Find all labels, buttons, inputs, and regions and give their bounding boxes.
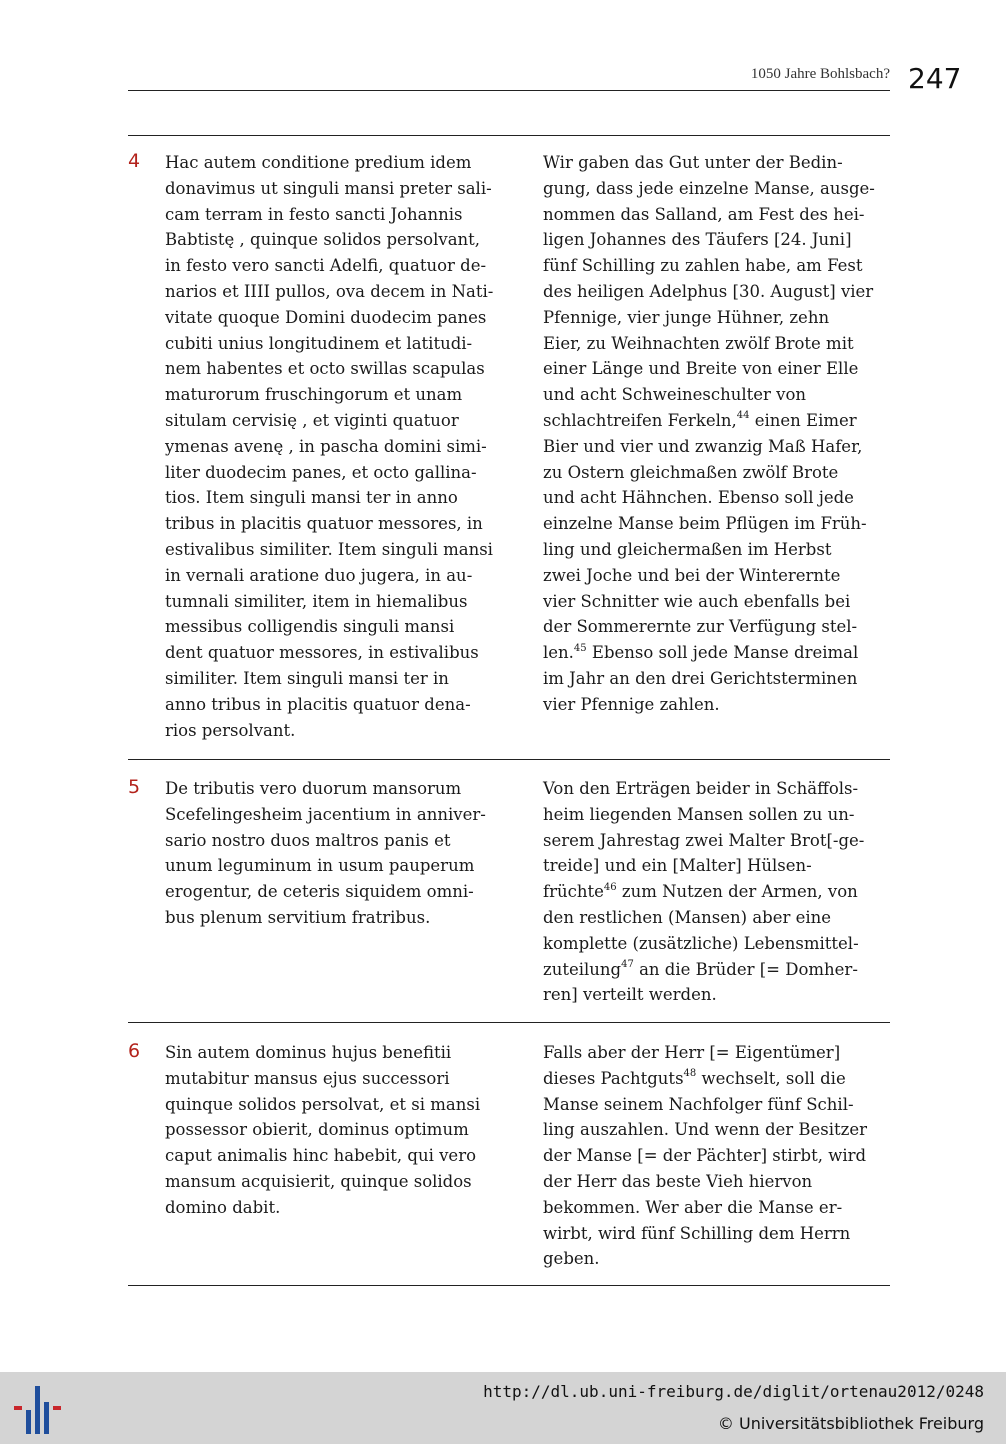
section-number: 5 (128, 776, 141, 798)
section-rule (128, 1022, 890, 1023)
running-title: 1050 Jahre Bohlsbach? (750, 66, 890, 82)
footnote-ref: 46 (603, 881, 617, 893)
ub-freiburg-logo-icon (12, 1384, 64, 1436)
running-head (128, 62, 890, 91)
copyright-notice: © Universitätsbibliothek Freiburg (717, 1414, 984, 1433)
footnote-ref: 47 (621, 959, 634, 971)
footnote-ref: 44 (736, 410, 750, 422)
german-translation: Von den Erträgen beider in Schäffols- heim liegenden Mansen sollen zu un- serem Jahrestag zwei Malter Brot[-ge- treide] und ein [Malter] Hülsen- früchte$^{46}$ zum Nutzen der Armen, von den restlichen (Mansen) aber eine komplette (zusätzliche) Lebensmittel- zuteilung$^{47}$ an die Brüder [= Domher- ren] verteilt werden. (543, 779, 865, 1005)
latin-text: De tributis vero duorum mansorum Scefelingesheim jacentium in anniver- sario nostro duos maltros panis et unum leguminum in usum pauperum erogentur, de ceteris siquidem omni- bus plenum servitium fratribus. (165, 779, 486, 927)
german-translation: Falls aber der Herr [= Eigentümer] dieses Pachtguts$^{48}$ wechselt, soll die Manse seinem Nachfolger fünf Schil- ling auszahlen. Und wenn der Besitzer der Manse [= der Pächter] stirbt, wird der Herr das beste Vieh hiervon bekommen. Wer aber die Manse er- wirbt, wird fünf Schilling dem Herrn geben. (543, 1043, 868, 1269)
footnote-ref: 45 (573, 642, 587, 654)
section-rule (128, 759, 890, 760)
footnote-ref: 48 (683, 1068, 697, 1080)
section-number: 6 (128, 1040, 141, 1062)
section-number: 4 (128, 150, 141, 172)
latin-text: Hac autem conditione predium idem donavimus ut singuli mansi preter sali- cam terram in festo sancti Johannis Babtistę , quinque solidos persolvant, in festo vero sancti Adelfi, quatuor de- narios et IIII pullos, ova decem in Nati- vitate quoque Domini duodecim panes cubiti unius longitudinem et latitudi- nem habentes et octo swillas scapulas maturorum fruschingorum et unam situlam cervisię , et viginti quatuor ymenas avenę , in pascha domini simi- liter duodecim panes, et octo gallina- tios. Item singuli mansi ter in anno tribus in placitis quatuor messores, in estivalibus similiter. Item singuli mansi in vernali aratione duo jugera, in au- tumnali similiter, item in hiemalibus messibus colligendis singuli mansi dent quatuor messores, in estivalibus similiter. Item singuli mansi ter in anno tribus in placitis quatuor dena- rios persolvant. (165, 153, 494, 740)
latin-text: Sin autem dominus hujus benefitii mutabitur mansus ejus successori quinque solidos persolvat, et si mansi possessor obierit, dominus optimum caput animalis hinc habebit, qui vero mansum acquisierit, quinque solidos domino dabit. (165, 1043, 481, 1217)
permalink[interactable]: http://dl.ub.uni-freiburg.de/diglit/ortenau2012/0248 (483, 1382, 984, 1401)
german-translation: Wir gaben das Gut unter der Bedin- gung, dass jede einzelne Manse, ausge- nommen das Salland, am Fest des hei- ligen Johannes des Täufers [24. Juni] fünf Schilling zu zahlen habe, am Fest des heiligen Adelphus [30. August] vier Pfennige, vier junge Hühner, zehn Eier, zu Weihnachten zwölf Brote mit einer Länge und Breite von einer Elle und acht Schweineschulter von schlachtreifen Ferkeln,$^{44}$ einen Eimer Bier und vier und zwanzig Maß Hafer, zu Ostern gleichmaßen zwölf Brote und acht Hähnchen. Ebenso soll jede einzelne Manse beim Pflügen im Früh- ling und gleichermaßen im Herbst zwei Joche und bei der Winterernte vier Schnitter wie auch ebenfalls bei der Sommerernte zur Verfügung stel- len.$^{45}$ Ebenso soll jede Manse dreimal im Jahr an den drei Gerichtsterminen vier Pfennige zahlen. (543, 153, 875, 714)
section-rule (128, 135, 890, 136)
page-number: 247 (908, 62, 962, 95)
library-footer (0, 1372, 1006, 1444)
section-rule (128, 1285, 890, 1286)
